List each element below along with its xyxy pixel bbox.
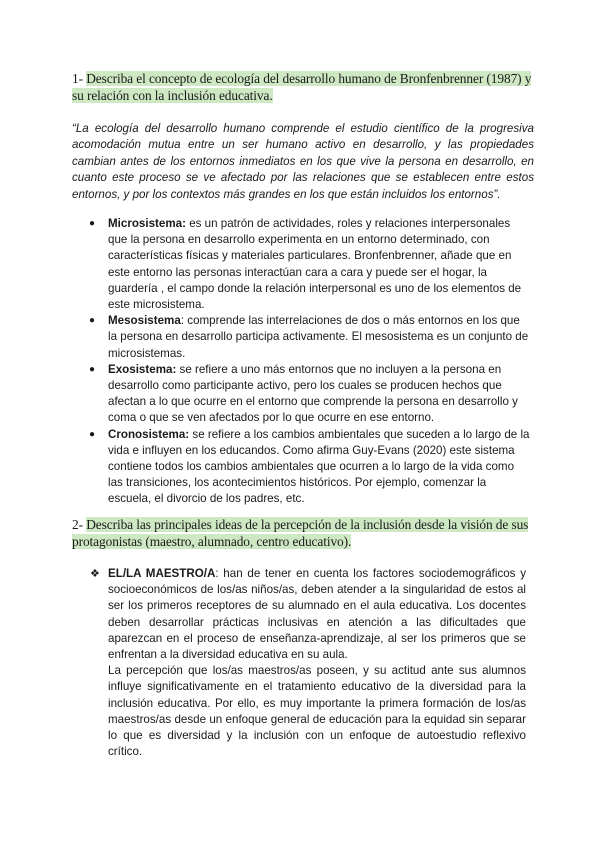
system-description: es un patrón de actividades, roles y relaciones interpersonales que la persona en desarrollo experimenta en un entorno determinado, con características físicas y materiales particulares. Bronfenbrenner, añade que en este entorno las personas interactúan cara a cara y puede ser el hogar, la guardería , el campo donde la relación interpersonal es uno de los elementos de este microsistema.	[108, 217, 522, 312]
bullet-icon: ●	[89, 428, 96, 440]
teacher-paragraph-1-text: : han de tener en cuenta los factores sociodemográficos y socioeconómicos de los/as niños/as, deben atender a la singularidad de estos al ser los primeros receptores de su alumnado en el aula educativa. Los docentes deben desarrollar prácticas inclusivas en atención a las dificultades que aparezcan en el proceso de enseñanza-aprendizaje, al ser los primeros que se enfrentan a la diversidad educativa en su aula.	[108, 567, 527, 662]
system-term: Microsistema:	[108, 217, 186, 230]
system-term: Mesosistema	[108, 314, 181, 328]
teacher-paragraph-1	[90, 566, 526, 663]
system-term: Exosistema:	[108, 362, 177, 376]
diamond-bullet-icon: ❖	[90, 568, 100, 580]
question-2-heading	[72, 516, 534, 550]
question-2-text: Describa las principales ideas de la percepción de la inclusión desde la visión de sus protagonistas (maestro, alumnado, centro educativo).	[72, 517, 529, 549]
system-description: se refiere a uno más entornos que no incluyen a la persona en desarrollo como participante activo, pero los cuales se producen hechos que afectan a lo que ocurre en el entorno que comprende la persona en desarrollo y coma o que se ven afectados por lo que ocurre en ese entorno.	[108, 362, 518, 425]
system-description: se refiere a los cambios ambientales que suceden a lo largo de la vida e influyen en los educandos. Como afirma Guy-Evans (2020) este sistema contiene todos los cambios ambientales que ocurren a lo largo de la vida como las transiciones, los acontecimientos históricos. Por ejemplo, comenzar la escuela, el divorcio de los padres, etc.	[108, 427, 530, 506]
bronfenbrenner-quote: “La ecología del desarrollo humano comprende el estudio científico de la progresiva acomodación mutua entre un ser humano activo en desarrollo, y las propiedades cambian antes de los entornos inmediatos en los que vive la persona en desarrollo, en cuanto este proceso se ve afectado por las relaciones que se establecen entre estos entornos, y por los contextos más grandes en los que están incluidos los entornos”.	[72, 122, 534, 201]
teacher-term: EL/LA MAESTRO/A	[108, 567, 216, 580]
question-1-text: Describa el concepto de ecología del desarrollo humano de Bronfenbrenner (1987) y su relación con la inclusión educativa.	[72, 71, 532, 103]
question-1-number: 1-	[72, 71, 83, 86]
list-item	[72, 216, 532, 313]
bullet-icon: ●	[89, 315, 96, 327]
list-item	[72, 427, 532, 508]
system-term: Cronosistema:	[108, 427, 190, 441]
question-2-number: 2-	[72, 517, 83, 532]
list-item	[72, 362, 532, 427]
teacher-paragraph-2: La percepción que los/as maestros/as poseen, y su actitud ante sus alumnos influye significativamente en el tratamiento educativo de la diversidad para la inclusión educativa. Por ello, es muy importante la primera formación de los/as maestros/as desde un enfoque general de educación para la equidad sin separar lo que es diversidad y la inclusión con un enfoque de autoestudio reflexivo crítico.	[108, 664, 526, 759]
bullet-icon: ●	[89, 363, 96, 375]
teacher-section	[90, 566, 526, 760]
system-description: : comprende las interrelaciones de dos o más entornos en los que la persona en desarrollo participa activamente. El mesosistema es un conjunto de microsistemas.	[108, 314, 529, 360]
bullet-icon: ●	[89, 218, 96, 229]
list-item	[72, 313, 532, 362]
systems-list	[72, 216, 532, 508]
question-1-heading	[72, 70, 534, 104]
